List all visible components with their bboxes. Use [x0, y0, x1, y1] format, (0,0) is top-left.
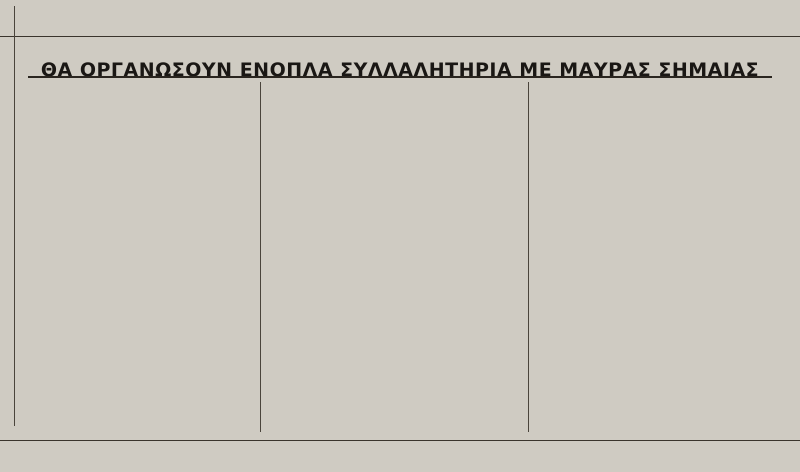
article-column-3 — [536, 82, 784, 434]
article-column-1 — [24, 82, 252, 434]
column-rule — [528, 82, 529, 432]
column-rule — [260, 82, 261, 432]
next-article-fragment — [0, 440, 800, 472]
headline-rule — [28, 76, 772, 78]
article-headline: ΘΑ ΟΡΓΑΝΩΣΟΥΝ ΕΝΟΠΛΑ ΣΥΛΛΑΛΗΤΗΡΙΑ ΜΕ ΜΑΥΡΑΣ ΣΗΜΑΙΑΣ — [40, 58, 760, 81]
previous-article-fragment — [0, 0, 800, 37]
article-column-2 — [268, 82, 520, 434]
